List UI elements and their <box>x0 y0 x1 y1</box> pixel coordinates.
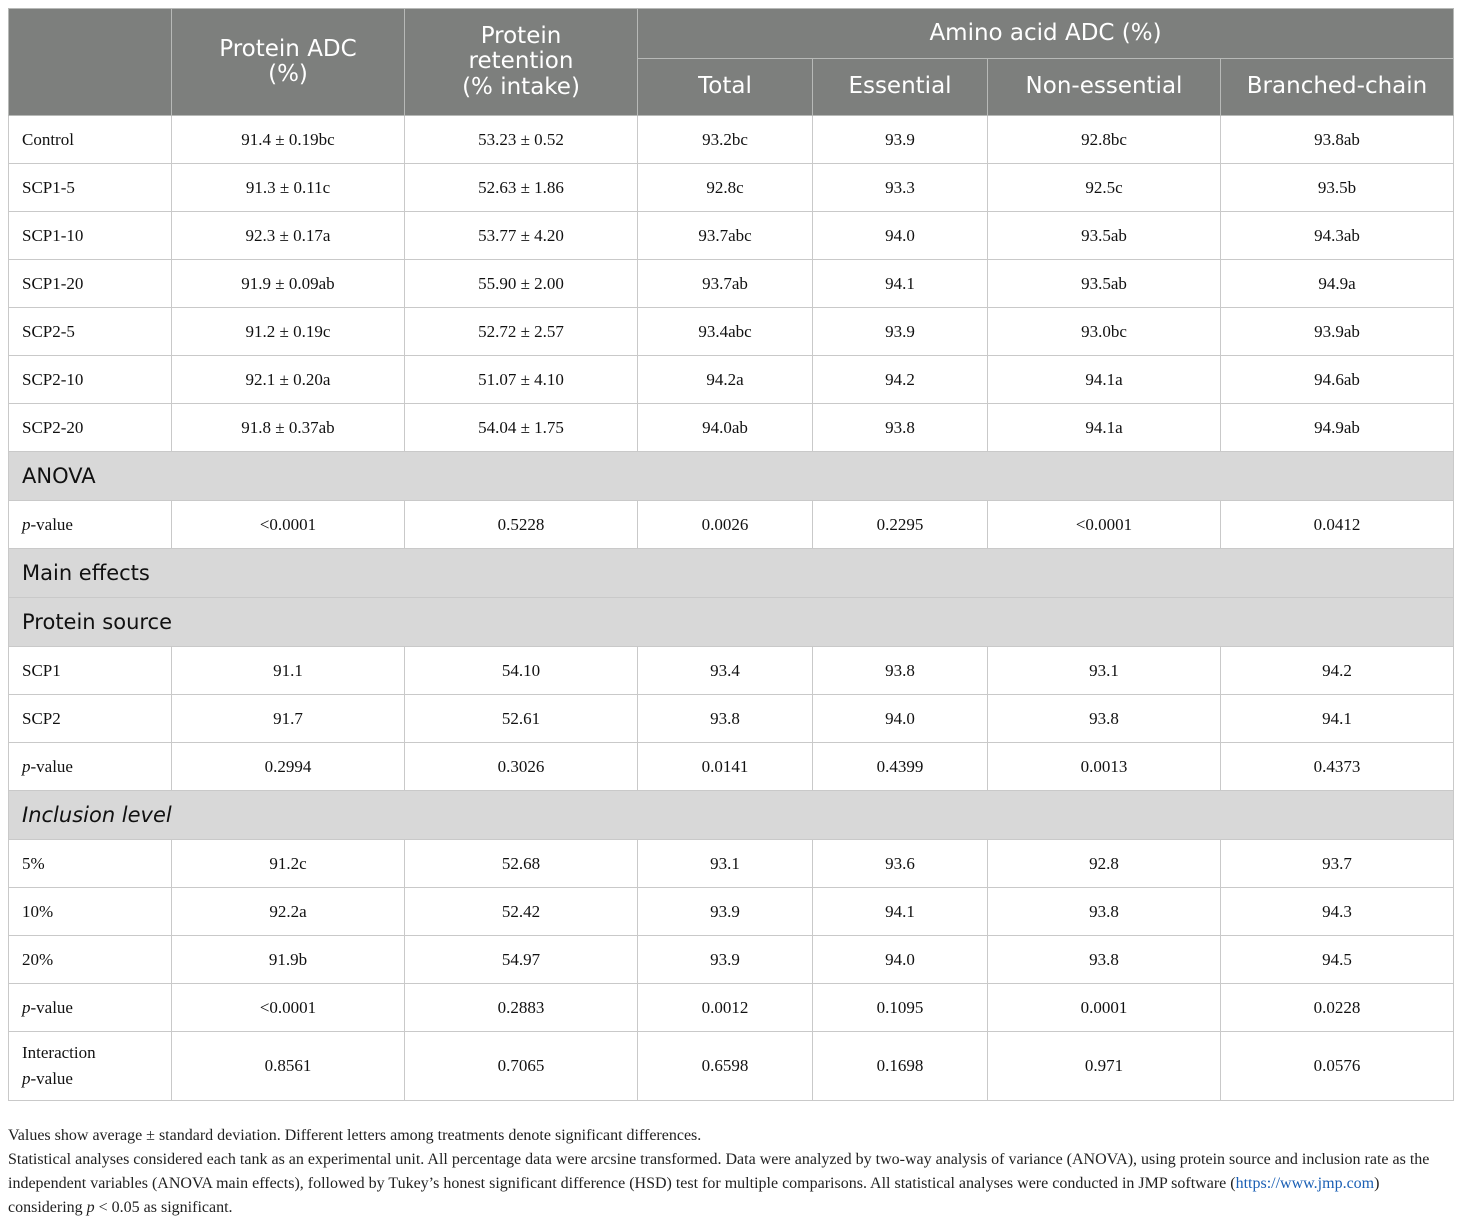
cell: 93.5ab <box>988 212 1221 260</box>
table-row <box>9 743 1454 791</box>
row-label: SCP1-20 <box>9 260 172 308</box>
cell: 55.90 ± 2.00 <box>405 260 638 308</box>
table-row <box>9 840 1454 888</box>
cell: 0.5228 <box>405 501 638 549</box>
cell: 94.2a <box>638 356 813 404</box>
cell: 53.23 ± 0.52 <box>405 116 638 164</box>
cell: 53.77 ± 4.20 <box>405 212 638 260</box>
cell: 92.2a <box>172 888 405 936</box>
table-row <box>9 695 1454 743</box>
cell: 94.0 <box>813 212 988 260</box>
cell: 0.0228 <box>1221 984 1454 1032</box>
row-label: SCP1-10 <box>9 212 172 260</box>
results-table <box>8 8 1454 1101</box>
row-label: SCP1 <box>9 647 172 695</box>
table-row <box>9 404 1454 452</box>
cell: 93.7ab <box>638 260 813 308</box>
cell: 94.3ab <box>1221 212 1454 260</box>
cell: 52.61 <box>405 695 638 743</box>
row-label: SCP1-5 <box>9 164 172 212</box>
cell: 52.72 ± 2.57 <box>405 308 638 356</box>
section-main-effects <box>9 549 1454 598</box>
section-inclusion-level <box>9 791 1454 840</box>
cell: 93.7abc <box>638 212 813 260</box>
cell: 93.8 <box>988 888 1221 936</box>
section-protein-source <box>9 598 1454 647</box>
cell: 51.07 ± 4.10 <box>405 356 638 404</box>
cell: 0.0141 <box>638 743 813 791</box>
row-label: SCP2-20 <box>9 404 172 452</box>
row-label: 20% <box>9 936 172 984</box>
table-row <box>9 260 1454 308</box>
cell: 93.1 <box>638 840 813 888</box>
cell: 0.0012 <box>638 984 813 1032</box>
header-amino-acid-adc: Amino acid ADC (%) <box>638 9 1454 59</box>
section-anova <box>9 452 1454 501</box>
table-row <box>9 888 1454 936</box>
cell: 94.0 <box>813 936 988 984</box>
row-label: SCP2-10 <box>9 356 172 404</box>
header-branched-chain: Branched-chain <box>1221 59 1454 116</box>
cell: 94.5 <box>1221 936 1454 984</box>
cell: 93.2bc <box>638 116 813 164</box>
cell: 91.1 <box>172 647 405 695</box>
section-title: Main effects <box>9 549 1454 598</box>
footnote-1: Values show average ± standard deviation. Different letters among treatments denote significant differences. <box>8 1127 702 1144</box>
row-label: p-value <box>9 501 172 549</box>
row-label: Control <box>9 116 172 164</box>
cell: 0.1095 <box>813 984 988 1032</box>
cell: 94.0 <box>813 695 988 743</box>
cell: 94.1 <box>813 888 988 936</box>
cell: 93.5ab <box>988 260 1221 308</box>
row-label: Interaction p-value <box>9 1032 172 1101</box>
cell: 92.8c <box>638 164 813 212</box>
cell: 0.4373 <box>1221 743 1454 791</box>
header-protein-adc: Protein ADC (%) <box>172 9 405 116</box>
table-row <box>9 164 1454 212</box>
cell: 0.3026 <box>405 743 638 791</box>
table-row <box>9 501 1454 549</box>
cell: 93.9 <box>813 116 988 164</box>
cell: 91.7 <box>172 695 405 743</box>
cell: 93.3 <box>813 164 988 212</box>
cell: 94.0ab <box>638 404 813 452</box>
header-non-essential: Non-essential <box>988 59 1221 116</box>
footnote-2: Statistical analyses considered each tank as an experimental unit. All percentage data were arcsine transformed. Data were analyzed by two-way analysis of variance (ANOVA), using protein source and inclusion rate as the independent variables (ANOVA main effects), followed by Tukey’s honest significant difference (HSD) test for multiple comparisons. All statistical analyses were conducted in JMP software (https://www.jmp.com) considering p < 0.05 as significant. <box>8 1151 1430 1216</box>
cell: 93.9 <box>813 308 988 356</box>
row-label: p-value <box>9 984 172 1032</box>
cell: 93.1 <box>988 647 1221 695</box>
table-row <box>9 647 1454 695</box>
cell: 0.0001 <box>988 984 1221 1032</box>
cell: 92.1 ± 0.20a <box>172 356 405 404</box>
cell: 92.8bc <box>988 116 1221 164</box>
cell: 93.5b <box>1221 164 1454 212</box>
cell: 94.2 <box>1221 647 1454 695</box>
cell: 93.9ab <box>1221 308 1454 356</box>
table-row <box>9 936 1454 984</box>
cell: 0.7065 <box>405 1032 638 1101</box>
cell: 54.10 <box>405 647 638 695</box>
cell: 0.0576 <box>1221 1032 1454 1101</box>
table-footnotes <box>8 1124 1453 1220</box>
cell: 0.6598 <box>638 1032 813 1101</box>
cell: <0.0001 <box>172 501 405 549</box>
cell: 93.4 <box>638 647 813 695</box>
section-title: Protein source <box>9 598 1454 647</box>
cell: 54.97 <box>405 936 638 984</box>
header-total: Total <box>638 59 813 116</box>
cell: 93.6 <box>813 840 988 888</box>
table-row <box>9 356 1454 404</box>
cell: 94.1a <box>988 356 1221 404</box>
row-label: SCP2-5 <box>9 308 172 356</box>
cell: <0.0001 <box>988 501 1221 549</box>
cell: 91.9b <box>172 936 405 984</box>
cell: 0.0412 <box>1221 501 1454 549</box>
cell: <0.0001 <box>172 984 405 1032</box>
cell: 94.2 <box>813 356 988 404</box>
cell: 92.3 ± 0.17a <box>172 212 405 260</box>
cell: 94.9ab <box>1221 404 1454 452</box>
cell: 91.9 ± 0.09ab <box>172 260 405 308</box>
cell: 94.1 <box>1221 695 1454 743</box>
cell: 0.1698 <box>813 1032 988 1101</box>
cell: 93.9 <box>638 936 813 984</box>
cell: 92.5c <box>988 164 1221 212</box>
section-title: Inclusion level <box>9 791 1454 840</box>
cell: 54.04 ± 1.75 <box>405 404 638 452</box>
cell: 91.8 ± 0.37ab <box>172 404 405 452</box>
row-label: 5% <box>9 840 172 888</box>
cell: 93.8 <box>813 647 988 695</box>
row-label: 10% <box>9 888 172 936</box>
table-row <box>9 1032 1454 1101</box>
table-row <box>9 308 1454 356</box>
cell: 52.63 ± 1.86 <box>405 164 638 212</box>
table-row <box>9 212 1454 260</box>
cell: 0.2994 <box>172 743 405 791</box>
table-row <box>9 984 1454 1032</box>
cell: 93.8 <box>988 936 1221 984</box>
cell: 93.9 <box>638 888 813 936</box>
cell: 93.8 <box>988 695 1221 743</box>
cell: 94.1a <box>988 404 1221 452</box>
cell: 0.0013 <box>988 743 1221 791</box>
cell: 93.7 <box>1221 840 1454 888</box>
jmp-link[interactable]: https://www.jmp.com <box>1235 1175 1375 1192</box>
cell: 0.8561 <box>172 1032 405 1101</box>
cell: 93.8 <box>813 404 988 452</box>
cell: 52.68 <box>405 840 638 888</box>
cell: 91.2 ± 0.19c <box>172 308 405 356</box>
cell: 94.1 <box>813 260 988 308</box>
cell: 94.3 <box>1221 888 1454 936</box>
cell: 52.42 <box>405 888 638 936</box>
header-protein-retention: Protein retention (% intake) <box>405 9 638 116</box>
table-row <box>9 116 1454 164</box>
cell: 93.8ab <box>1221 116 1454 164</box>
cell: 0.971 <box>988 1032 1221 1101</box>
cell: 91.2c <box>172 840 405 888</box>
cell: 93.4abc <box>638 308 813 356</box>
cell: 91.4 ± 0.19bc <box>172 116 405 164</box>
section-title: ANOVA <box>9 452 1454 501</box>
row-label: SCP2 <box>9 695 172 743</box>
cell: 94.6ab <box>1221 356 1454 404</box>
cell: 91.3 ± 0.11c <box>172 164 405 212</box>
row-label: p-value <box>9 743 172 791</box>
cell: 0.0026 <box>638 501 813 549</box>
cell: 93.8 <box>638 695 813 743</box>
cell: 0.2295 <box>813 501 988 549</box>
header-treatment <box>9 9 172 116</box>
cell: 0.2883 <box>405 984 638 1032</box>
cell: 94.9a <box>1221 260 1454 308</box>
cell: 92.8 <box>988 840 1221 888</box>
cell: 93.0bc <box>988 308 1221 356</box>
cell: 0.4399 <box>813 743 988 791</box>
header-essential: Essential <box>813 59 988 116</box>
